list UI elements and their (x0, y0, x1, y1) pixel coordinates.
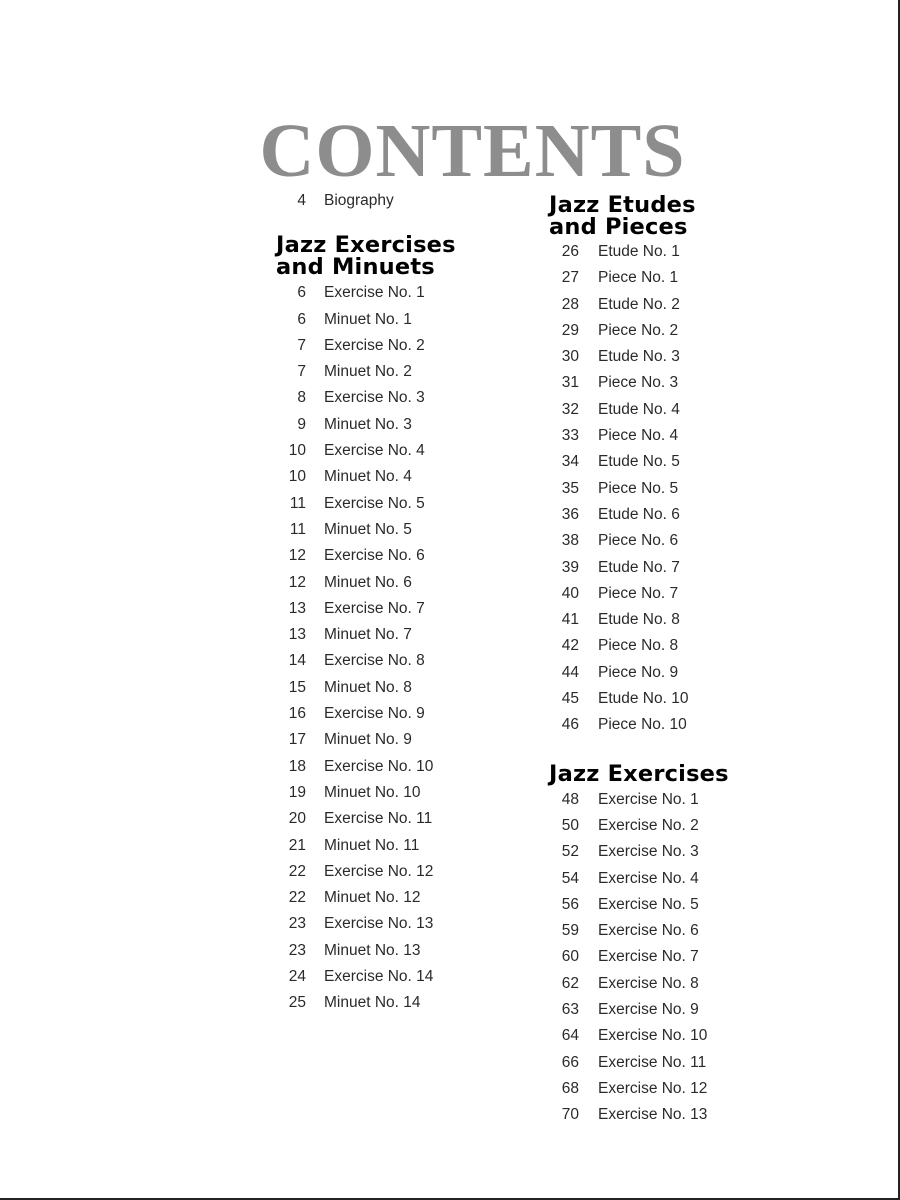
entry-title: Etude No. 6 (598, 505, 680, 523)
page-number: 6 (297, 284, 306, 302)
page-number: 17 (288, 731, 306, 749)
toc-entry (549, 296, 809, 322)
page-number: 26 (561, 243, 579, 260)
page-number: 33 (561, 427, 579, 445)
entry-title: Exercise No. 13 (598, 1106, 708, 1124)
toc-entry (276, 784, 526, 810)
page-number: 32 (561, 400, 579, 418)
page-number: 22 (288, 889, 306, 907)
entry-title: Exercise No. 3 (324, 389, 425, 407)
toc-entry (549, 716, 809, 742)
entry-title: Etude No. 10 (598, 690, 689, 708)
page-number: 10 (288, 442, 306, 460)
heading-line: Jazz Exercises (276, 232, 456, 259)
page-number: 6 (297, 310, 306, 328)
entry-title: Exercise No. 14 (324, 968, 434, 986)
page-number: 23 (288, 941, 306, 959)
entry-title: Piece No. 6 (598, 532, 679, 550)
page-number: 35 (561, 479, 579, 497)
section-heading-etudes-pieces (549, 194, 809, 238)
page-number: 11 (289, 494, 306, 512)
page-number: 9 (297, 415, 306, 433)
entry-title: Exercise No. 1 (598, 790, 699, 808)
entry-title: Exercise No. 8 (324, 652, 425, 670)
entry-title: Minuet No. 3 (324, 415, 412, 433)
entry-title: Exercise No. 2 (598, 816, 699, 834)
entry-title: Exercise No. 9 (598, 1001, 699, 1019)
toc-entry (549, 870, 809, 896)
contents-right-column (549, 194, 809, 1133)
page-number: 62 (561, 974, 579, 992)
page-number: 40 (561, 584, 579, 602)
entry-title: Minuet No. 9 (324, 731, 412, 749)
heading-line: Jazz Exercises (549, 760, 729, 787)
toc-entry (549, 453, 809, 479)
page-number: 23 (288, 915, 306, 933)
toc-entry (549, 611, 809, 637)
intro-list (276, 192, 526, 218)
entry-title: Piece No. 7 (598, 584, 679, 602)
page-number: 11 (289, 520, 306, 538)
toc-entry (549, 322, 809, 348)
page-number: 66 (561, 1053, 579, 1071)
entry-list (549, 243, 809, 743)
section-heading-exercises-minuets (276, 232, 526, 281)
heading-line: Jazz Etudes (549, 192, 696, 218)
toc-entry (549, 348, 809, 374)
page-number: 14 (288, 652, 306, 670)
toc-entry (549, 843, 809, 869)
entry-list (549, 791, 809, 1133)
page-number: 19 (288, 783, 306, 801)
page-number: 48 (561, 790, 579, 808)
toc-entry (549, 948, 809, 974)
entry-title: Exercise No. 9 (324, 705, 425, 723)
entry-title: Minuet No. 13 (324, 941, 421, 959)
entry-title: Exercise No. 4 (324, 442, 425, 460)
page-number: 29 (561, 321, 579, 339)
toc-entry (549, 1106, 809, 1132)
page-number: 13 (288, 626, 306, 644)
entry-title: Minuet No. 8 (324, 678, 412, 696)
entry-title: Exercise No. 6 (324, 547, 425, 565)
page-title: CONTENTS (259, 108, 686, 193)
page-number: 59 (561, 922, 579, 940)
entry-title: Minuet No. 2 (324, 363, 412, 381)
entry-title: Piece No. 8 (598, 637, 679, 655)
entry-title: Exercise No. 10 (324, 757, 434, 775)
toc-entry (276, 337, 526, 363)
toc-entry (549, 896, 809, 922)
page-number: 60 (561, 948, 579, 966)
page-number: 24 (288, 968, 306, 986)
page-number: 52 (561, 843, 579, 861)
toc-entry (549, 401, 809, 427)
page-number: 42 (561, 637, 579, 655)
toc-entry (276, 521, 526, 547)
page-number: 64 (561, 1027, 579, 1045)
entry-title: Exercise No. 7 (598, 948, 699, 966)
page-number: 27 (561, 269, 579, 287)
toc-entry (276, 968, 526, 994)
toc-entry (276, 416, 526, 442)
page-number: 25 (288, 994, 306, 1012)
entry-title: Etude No. 4 (598, 400, 680, 418)
page-number: 16 (288, 705, 306, 723)
page-number: 68 (561, 1079, 579, 1097)
contents-left-column (276, 192, 526, 1021)
toc-entry (276, 547, 526, 573)
entry-title: Minuet No. 11 (324, 836, 420, 854)
page-number: 20 (288, 810, 306, 828)
entry-title: Etude No. 7 (598, 558, 680, 576)
page-number: 41 (561, 611, 579, 629)
entry-title: Exercise No. 3 (598, 843, 699, 861)
entry-title: Piece No. 5 (598, 479, 679, 497)
page-number: 63 (561, 1001, 579, 1019)
toc-entry (276, 731, 526, 757)
toc-entry (549, 922, 809, 948)
toc-entry (549, 1080, 809, 1106)
page-number: 7 (297, 336, 306, 354)
toc-entry (549, 243, 809, 269)
toc-entry (276, 942, 526, 968)
entry-title: Etude No. 2 (598, 295, 680, 313)
page-number: 54 (561, 869, 579, 887)
toc-entry (276, 574, 526, 600)
entry-title: Exercise No. 13 (324, 915, 434, 933)
toc-entry (276, 626, 526, 652)
entry-title: Exercise No. 4 (598, 869, 699, 887)
toc-entry (276, 915, 526, 941)
entry-title: Exercise No. 12 (324, 862, 434, 880)
entry-title: Piece No. 10 (598, 716, 687, 734)
page-number: 12 (288, 547, 306, 565)
entry-title: Biography (324, 192, 394, 209)
toc-entry (276, 284, 526, 310)
page-number: 70 (561, 1106, 579, 1124)
entry-title: Exercise No. 8 (598, 974, 699, 992)
entry-title: Minuet No. 1 (324, 310, 412, 328)
toc-entry (276, 679, 526, 705)
entry-title: Exercise No. 12 (598, 1079, 708, 1097)
page-number: 18 (288, 757, 306, 775)
page-number: 39 (561, 558, 579, 576)
entry-title: Minuet No. 5 (324, 520, 412, 538)
toc-entry (276, 192, 526, 218)
entry-title: Minuet No. 10 (324, 783, 421, 801)
toc-entry (276, 389, 526, 415)
toc-entry (276, 495, 526, 521)
entry-title: Minuet No. 7 (324, 626, 412, 644)
toc-entry (549, 1001, 809, 1027)
entry-title: Etude No. 1 (598, 243, 680, 260)
toc-entry (549, 975, 809, 1001)
page-number: 8 (297, 389, 306, 407)
page-number: 22 (288, 862, 306, 880)
toc-entry (276, 837, 526, 863)
page-number: 13 (288, 599, 306, 617)
toc-entry (549, 506, 809, 532)
page-number: 31 (561, 374, 579, 392)
entry-title: Piece No. 4 (598, 427, 679, 445)
page-number: 7 (297, 363, 306, 381)
section-heading-jazz-exercises (549, 760, 809, 787)
toc-entry (276, 994, 526, 1020)
entry-title: Etude No. 5 (598, 453, 680, 471)
page-number: 15 (288, 678, 306, 696)
toc-entry (276, 705, 526, 731)
entry-list (276, 284, 526, 1020)
page-number: 34 (561, 453, 579, 471)
heading-line: and Minuets (276, 254, 435, 281)
toc-entry (276, 442, 526, 468)
toc-entry (549, 791, 809, 817)
toc-entry (549, 585, 809, 611)
toc-entry (276, 810, 526, 836)
entry-title: Minuet No. 12 (324, 889, 421, 907)
toc-entry (276, 758, 526, 784)
page-number: 38 (561, 532, 579, 550)
toc-entry (549, 480, 809, 506)
toc-entry (549, 817, 809, 843)
toc-entry (276, 600, 526, 626)
page-number: 10 (288, 468, 306, 486)
toc-entry (276, 863, 526, 889)
entry-title: Piece No. 1 (598, 269, 679, 287)
entry-title: Etude No. 3 (598, 348, 680, 366)
page-number: 21 (288, 836, 306, 854)
page-number: 44 (561, 663, 579, 681)
toc-entry (549, 637, 809, 663)
page-number: 12 (288, 573, 306, 591)
entry-title: Minuet No. 14 (324, 994, 421, 1012)
toc-entry (276, 363, 526, 389)
toc-entry (276, 889, 526, 915)
entry-title: Exercise No. 7 (324, 599, 425, 617)
entry-title: Exercise No. 11 (598, 1053, 707, 1071)
page-number: 56 (561, 895, 579, 913)
toc-entry (549, 1054, 809, 1080)
toc-entry (549, 269, 809, 295)
toc-entry (549, 1027, 809, 1053)
toc-entry (549, 427, 809, 453)
heading-line: and Pieces (549, 214, 688, 240)
entry-title: Piece No. 9 (598, 663, 679, 681)
toc-entry (276, 652, 526, 678)
toc-entry (276, 468, 526, 494)
entry-title: Exercise No. 1 (324, 284, 425, 302)
page-number: 45 (561, 690, 579, 708)
entry-title: Etude No. 8 (598, 611, 680, 629)
toc-entry (549, 559, 809, 585)
page-number: 30 (561, 348, 579, 366)
entry-title: Exercise No. 11 (324, 810, 433, 828)
toc-entry (549, 664, 809, 690)
toc-entry (549, 690, 809, 716)
entry-title: Exercise No. 2 (324, 336, 425, 354)
page-number: 36 (561, 505, 579, 523)
entry-title: Exercise No. 5 (598, 895, 699, 913)
entry-title: Piece No. 3 (598, 374, 679, 392)
entry-title: Exercise No. 5 (324, 494, 425, 512)
entry-title: Exercise No. 10 (598, 1027, 708, 1045)
toc-entry (276, 311, 526, 337)
entry-title: Piece No. 2 (598, 321, 679, 339)
toc-entry (549, 532, 809, 558)
page-number: 28 (561, 295, 579, 313)
page-number: 50 (561, 816, 579, 834)
entry-title: Minuet No. 4 (324, 468, 412, 486)
page-number: 4 (297, 192, 306, 209)
toc-entry (549, 374, 809, 400)
page-number: 46 (561, 716, 579, 734)
entry-title: Minuet No. 6 (324, 573, 412, 591)
entry-title: Exercise No. 6 (598, 922, 699, 940)
